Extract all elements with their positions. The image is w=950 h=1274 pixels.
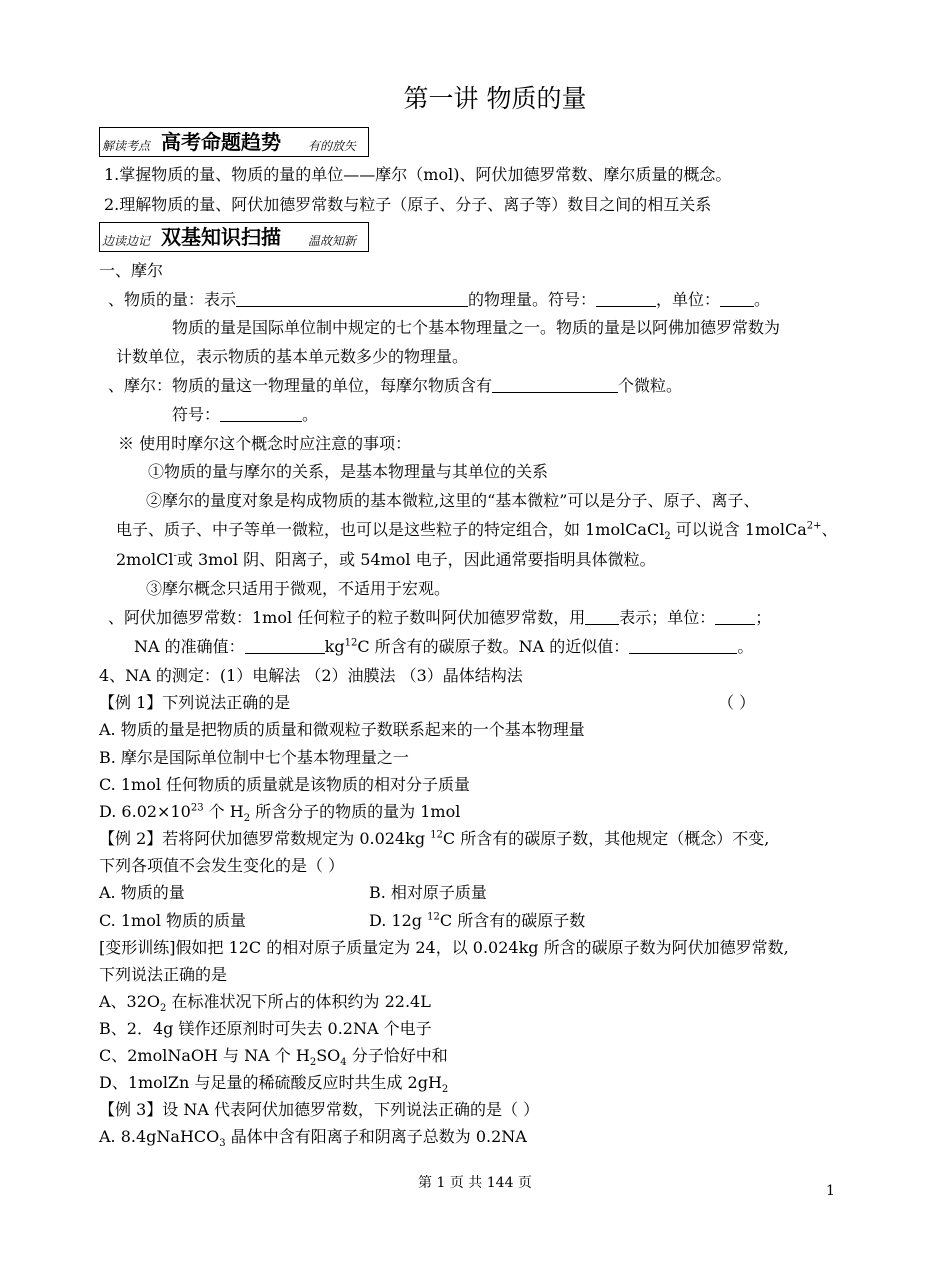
blank <box>236 290 468 307</box>
tag-left-text: 解读考点 <box>102 139 151 153</box>
blank <box>596 290 656 307</box>
note-item-2-cont: 2molCl-或 3mol 阴、阳离子，或 54mol 电子，因此通常要指明具体微粒。 <box>116 550 656 569</box>
tag-left-text: 边读边记 <box>102 234 151 248</box>
variant-option-c: C、2molNaOH 与 NA 个 $H_2SO_4$ 分子恰好中和 <box>99 1046 448 1069</box>
answer-parentheses: （ ） <box>718 693 756 712</box>
question-avogadro: 、阿伏加德罗常数：1mol 任何粒子的粒子数叫阿伏加德罗常数，用 表示；单位： ； <box>108 608 772 627</box>
section-tag-basic-knowledge <box>99 222 369 252</box>
page-footer: 第 1 页 共 144 页 <box>418 1175 532 1191</box>
tag-main-text: 高考命题趋势 <box>161 130 281 154</box>
variant-training-question: [变形训练]假如把 12C 的相对原子质量定为 24，以 0.024kg 所含的碳原子数为阿伏加德罗常数, <box>99 938 789 957</box>
na-measurement: 4、NA 的测定：(1）电解法 （2）油膜法 （3）晶体结构法 <box>99 666 523 685</box>
blank <box>720 290 754 307</box>
tag-main-text: 双基知识扫描 <box>161 225 281 249</box>
section-heading-mole: 一、摩尔 <box>99 261 164 280</box>
example-2-option-d: D. 12g $^{12}$C 所含有的碳原子数 <box>369 911 586 930</box>
blank <box>629 637 737 654</box>
example-2-option-a: A. 物质的量 <box>99 883 185 902</box>
variant-option-a: A、$32O_2$ 在标准状况下所占的体积约为 22.4L <box>99 992 431 1015</box>
question-mole-symbol: 符号： 。 <box>172 405 319 424</box>
variant-option-b: B、2．4g 镁作还原剂时可失去 0.2NA 个电子 <box>99 1019 432 1038</box>
example-2-question: 【例 2】若将阿伏加德罗常数规定为 0.024kg $^{12}$C 所含有的碳原子数，其他规定（概念）不变, <box>99 829 770 848</box>
variant-option-d: D、1molZn 与足量的稀硫酸反应时共生成 $2gH_2$ <box>99 1073 449 1096</box>
variant-training-question-cont: 下列说法正确的是 <box>99 965 228 984</box>
example-1-option-d: D. $6.02\times 10^{23}$ 个 $H_2$ 所含分子的物质的量为 1mol <box>99 802 461 825</box>
note-item-3: ③摩尔概念只适用于微观，不适用于宏观。 <box>146 579 451 598</box>
note-item-1: ①物质的量与摩尔的关系，是基本物理量与其单位的关系 <box>148 462 549 481</box>
paragraph-line: 计数单位，表示物质的基本单元数多少的物理量。 <box>116 347 469 366</box>
example-1-option-c: C. 1mol 任何物质的质量就是该物质的相对分子质量 <box>99 775 471 794</box>
objective-2: 2.理解物质的量、阿伏加德罗常数与粒子（原子、分子、离子等）数目之间的相互关系 <box>104 195 712 214</box>
blank <box>245 637 325 654</box>
example-2-option-b: B. 相对原子质量 <box>369 883 487 902</box>
tag-right-text: 有的放矢 <box>308 139 357 153</box>
tag-right-text: 温故知新 <box>308 234 357 248</box>
section-tag-exam-trend <box>99 127 369 157</box>
paragraph-line: 物质的量是国际单位制中规定的七个基本物理量之一。物质的量是以阿佛加德罗常数为 <box>172 318 781 337</box>
blank <box>492 376 618 393</box>
page-number: 1 <box>826 1183 835 1199</box>
question-mole: 、摩尔：物质的量这一物理量的单位，每摩尔物质含有 个微粒。 <box>108 376 683 395</box>
example-3-question: 【例 3】设 NA 代表阿伏加德罗常数，下列说法正确的是（ ） <box>99 1100 540 1119</box>
note-heading: ※ 使用时摩尔这个概念时应注意的事项： <box>118 434 412 453</box>
example-2-question-cont: 下列各项值不会发生变化的是（ ） <box>99 856 345 875</box>
question-amount-of-substance: 、物质的量：表示 的物理量。符号： ，单位： 。 <box>108 290 771 309</box>
blank <box>220 405 302 422</box>
note-item-2-cont: 电子、质子、中子等单一微粒，也可以是这些粒子的特定组合，如 1molCaCl$_2$ 可以说含 1molCa$^{2+}$、 <box>116 520 838 543</box>
example-3-option-a: A. 8.4gNaHCO$_3$ 晶体中含有阳离子和阴离子总数为 0.2NA <box>99 1127 527 1150</box>
example-1-question: 【例 1】下列说法正确的是 <box>99 693 291 712</box>
example-1-option-a: A. 物质的量是把物质的质量和微观粒子数联系起来的一个基本物理量 <box>99 720 585 739</box>
note-item-2: ②摩尔的量度对象是构成物质的基本微粒,这里的“基本微粒”可以是分子、原子、离子、 <box>146 491 760 510</box>
example-1-option-b: B. 摩尔是国际单位制中七个基本物理量之一 <box>99 748 409 767</box>
example-2-option-c: C. 1mol 物质的质量 <box>99 911 247 930</box>
blank <box>715 608 755 625</box>
objective-1: 1.掌握物质的量、物质的量的单位——摩尔（mol)、阿伏加德罗常数、摩尔质量的概念。 <box>104 165 732 184</box>
question-na-values: NA 的准确值： $kg^{12}C$ 所含有的碳原子数。NA 的近似值： 。 <box>134 637 754 656</box>
page-title: 第一讲 物质的量 <box>403 84 587 113</box>
blank <box>585 608 619 625</box>
